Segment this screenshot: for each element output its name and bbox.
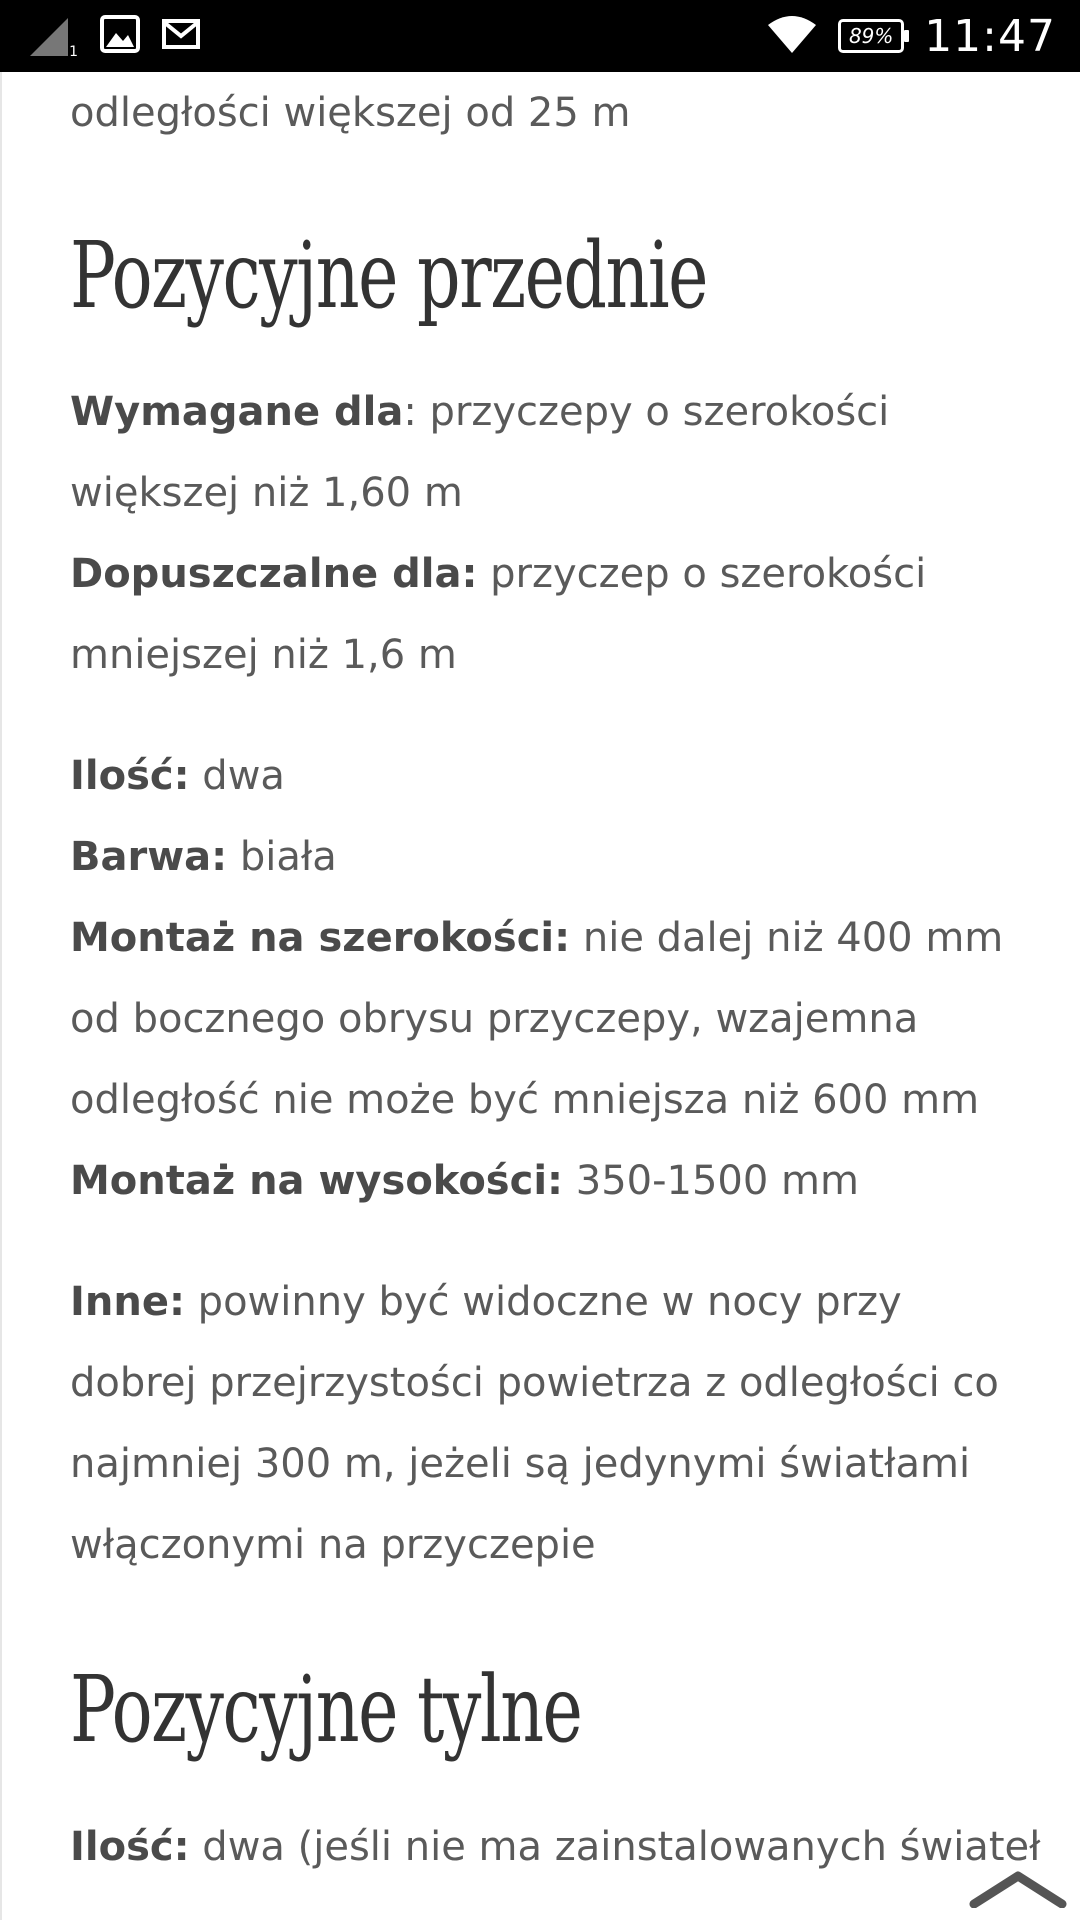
ilosc-value: dwa — [189, 753, 285, 799]
montaz-wysokosci-value: 350-1500 mm — [563, 1158, 859, 1204]
montaz-szerokosci-label: Montaż na szerokości: — [70, 915, 571, 961]
inne-value: powinny być widoczne w nocy przy dobrej przejrzystości powietrza z odległości co najmniej 300 m, jeżeli są jedynymi światłami włączonymi na przyczepie — [70, 1279, 999, 1568]
wymagane-dla — [70, 372, 1030, 534]
section-przednie-body — [70, 372, 1030, 1586]
wymagane-value: : przyczepy o szerokości większej niż 1,60 m — [70, 389, 890, 516]
tylne-ilosc-label: Ilość: — [70, 1824, 190, 1870]
barwa — [70, 817, 1030, 898]
image-notification-icon — [100, 15, 140, 57]
montaz-szerokosci-value: nie dalej niż 400 mm od bocznego obrysu przyczepy, wzajemna odległość nie może być mniejsza niż 600 mm — [70, 915, 1004, 1123]
inne — [70, 1262, 1030, 1586]
status-bar — [0, 0, 1080, 72]
dopuszczalne-value: przyczep o szerokości mniejszej niż 1,6 m — [70, 551, 927, 678]
mail-notification-icon — [162, 19, 200, 53]
article-content — [0, 72, 1080, 1920]
montaz-wysokosci — [70, 1141, 1030, 1222]
notification-area — [28, 14, 200, 58]
montaz-wysokosci-label: Montaż na wysokości: — [70, 1158, 564, 1204]
battery-icon — [838, 19, 904, 53]
sim-number: 1 — [69, 44, 78, 60]
tylne-ilosc-value: dwa (jeśli nie ma zainstalowanych świateł — [189, 1824, 1041, 1870]
clock: 11:47 — [924, 10, 1056, 62]
system-icons — [766, 6, 1056, 66]
tylne-ilosc — [70, 1807, 1040, 1888]
barwa-label: Barwa: — [70, 834, 228, 880]
ilosc — [70, 736, 1030, 817]
montaz-szerokosci — [70, 898, 1030, 1141]
intro-fragment: odległości większej od 25 m — [70, 90, 631, 136]
wifi-icon — [766, 13, 818, 59]
ilosc-label: Ilość: — [70, 753, 190, 799]
dopuszczalne-label: Dopuszczalne dla: — [70, 551, 478, 597]
barwa-value: biała — [227, 834, 337, 880]
signal-icon — [28, 14, 78, 58]
inne-label: Inne: — [70, 1279, 185, 1325]
scroll-to-top-button[interactable] — [968, 1868, 1068, 1908]
section-heading-pozycyjne-tylne: Pozycyjne tylne — [70, 1656, 582, 1763]
dopuszczalne-dla — [70, 534, 1030, 696]
wymagane-label: Wymagane dla — [70, 389, 404, 435]
battery-level: 89% — [848, 24, 894, 48]
section-heading-pozycyjne-przednie: Pozycyjne przednie — [70, 222, 707, 329]
scroll-to-top-icon — [968, 1868, 1068, 1908]
